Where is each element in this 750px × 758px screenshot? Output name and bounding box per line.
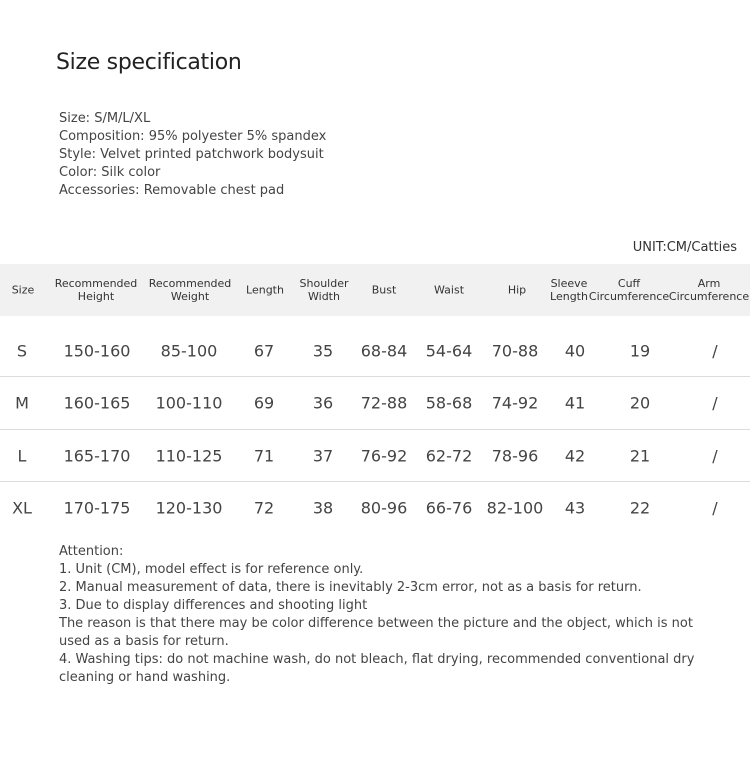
cell-arm: / bbox=[712, 446, 718, 466]
header-hip: Hip bbox=[507, 283, 527, 297]
cell-sleeve: 41 bbox=[564, 393, 586, 413]
unit-label: UNIT:CM/Catties bbox=[632, 240, 737, 255]
header-sleeve-length: Sleeve Length bbox=[550, 277, 588, 303]
cell-size: L bbox=[17, 446, 27, 466]
attention-note: 4. Washing tips: do not machine wash, do not bleach, flat drying, recommended conventional dry cleaning or hand washing. bbox=[59, 652, 695, 685]
header-bust: Bust bbox=[371, 283, 397, 297]
spec-composition: Composition: 95% polyester 5% spandex bbox=[59, 129, 327, 144]
page-title: Size specification bbox=[56, 50, 242, 75]
header-waist: Waist bbox=[433, 283, 465, 297]
attention-note: 1. Unit (CM), model effect is for reference only. bbox=[59, 562, 364, 577]
cell-sleeve: 40 bbox=[564, 341, 586, 361]
cell-height: 160-165 bbox=[63, 393, 131, 413]
cell-weight: 120-130 bbox=[155, 498, 223, 518]
cell-height: 150-160 bbox=[63, 341, 131, 361]
cell-cuff: 22 bbox=[629, 498, 651, 518]
cell-waist: 54-64 bbox=[425, 341, 473, 361]
cell-cuff: 20 bbox=[629, 393, 651, 413]
cell-cuff: 21 bbox=[629, 446, 651, 466]
cell-shoulder: 35 bbox=[312, 341, 334, 361]
size-table-header bbox=[0, 264, 750, 316]
product-specs bbox=[59, 110, 326, 200]
cell-sleeve: 43 bbox=[564, 498, 586, 518]
cell-bust: 68-84 bbox=[360, 341, 408, 361]
cell-weight: 100-110 bbox=[155, 393, 223, 413]
cell-weight: 85-100 bbox=[160, 341, 218, 361]
cell-length: 67 bbox=[253, 341, 275, 361]
cell-height: 170-175 bbox=[63, 498, 131, 518]
cell-height: 165-170 bbox=[63, 446, 131, 466]
cell-hip: 74-92 bbox=[491, 393, 539, 413]
cell-length: 69 bbox=[253, 393, 275, 413]
spec-style: Style: Velvet printed patchwork bodysuit bbox=[59, 147, 324, 162]
cell-length: 72 bbox=[253, 498, 275, 518]
attention-heading: Attention: bbox=[59, 544, 124, 559]
cell-length: 71 bbox=[253, 446, 275, 466]
header-cuff-circumference: Cuff Circumference bbox=[588, 277, 670, 303]
cell-waist: 66-76 bbox=[425, 498, 473, 518]
attention-note: 3. Due to display differences and shooting light bbox=[59, 598, 368, 613]
attention-notes bbox=[59, 543, 724, 687]
attention-note: 2. Manual measurement of data, there is inevitably 2-3cm error, not as a basis for return. bbox=[59, 580, 642, 595]
cell-arm: / bbox=[712, 341, 718, 361]
cell-shoulder: 38 bbox=[312, 498, 334, 518]
cell-cuff: 19 bbox=[629, 341, 651, 361]
table-row bbox=[0, 377, 750, 429]
spec-size: Size: S/M/L/XL bbox=[59, 111, 151, 126]
cell-bust: 80-96 bbox=[360, 498, 408, 518]
cell-shoulder: 36 bbox=[312, 393, 334, 413]
cell-bust: 76-92 bbox=[360, 446, 408, 466]
table-row bbox=[0, 482, 750, 534]
cell-arm: / bbox=[712, 393, 718, 413]
header-recommended-weight: Recommended Weight bbox=[148, 277, 232, 303]
cell-arm: / bbox=[712, 498, 718, 518]
table-row bbox=[0, 430, 750, 482]
cell-shoulder: 37 bbox=[312, 446, 334, 466]
cell-weight: 110-125 bbox=[155, 446, 223, 466]
cell-size: XL bbox=[12, 498, 32, 518]
attention-note: The reason is that there may be color difference between the picture and the object, which is not used as a basis for return. bbox=[59, 616, 693, 649]
cell-hip: 78-96 bbox=[491, 446, 539, 466]
header-size: Size bbox=[11, 283, 35, 297]
header-shoulder-width: Shoulder Width bbox=[299, 277, 349, 303]
cell-waist: 62-72 bbox=[425, 446, 473, 466]
spec-accessories: Accessories: Removable chest pad bbox=[59, 183, 285, 198]
cell-size: M bbox=[15, 393, 29, 413]
header-length: Length bbox=[246, 283, 284, 297]
table-row bbox=[0, 325, 750, 377]
cell-bust: 72-88 bbox=[360, 393, 408, 413]
header-recommended-height: Recommended Height bbox=[54, 277, 138, 303]
header-arm-circumference: Arm Circumference bbox=[668, 277, 750, 303]
cell-size: S bbox=[16, 341, 28, 361]
cell-waist: 58-68 bbox=[425, 393, 473, 413]
cell-hip: 70-88 bbox=[491, 341, 539, 361]
cell-sleeve: 42 bbox=[564, 446, 586, 466]
cell-hip: 82-100 bbox=[486, 498, 544, 518]
spec-color: Color: Silk color bbox=[59, 165, 161, 180]
